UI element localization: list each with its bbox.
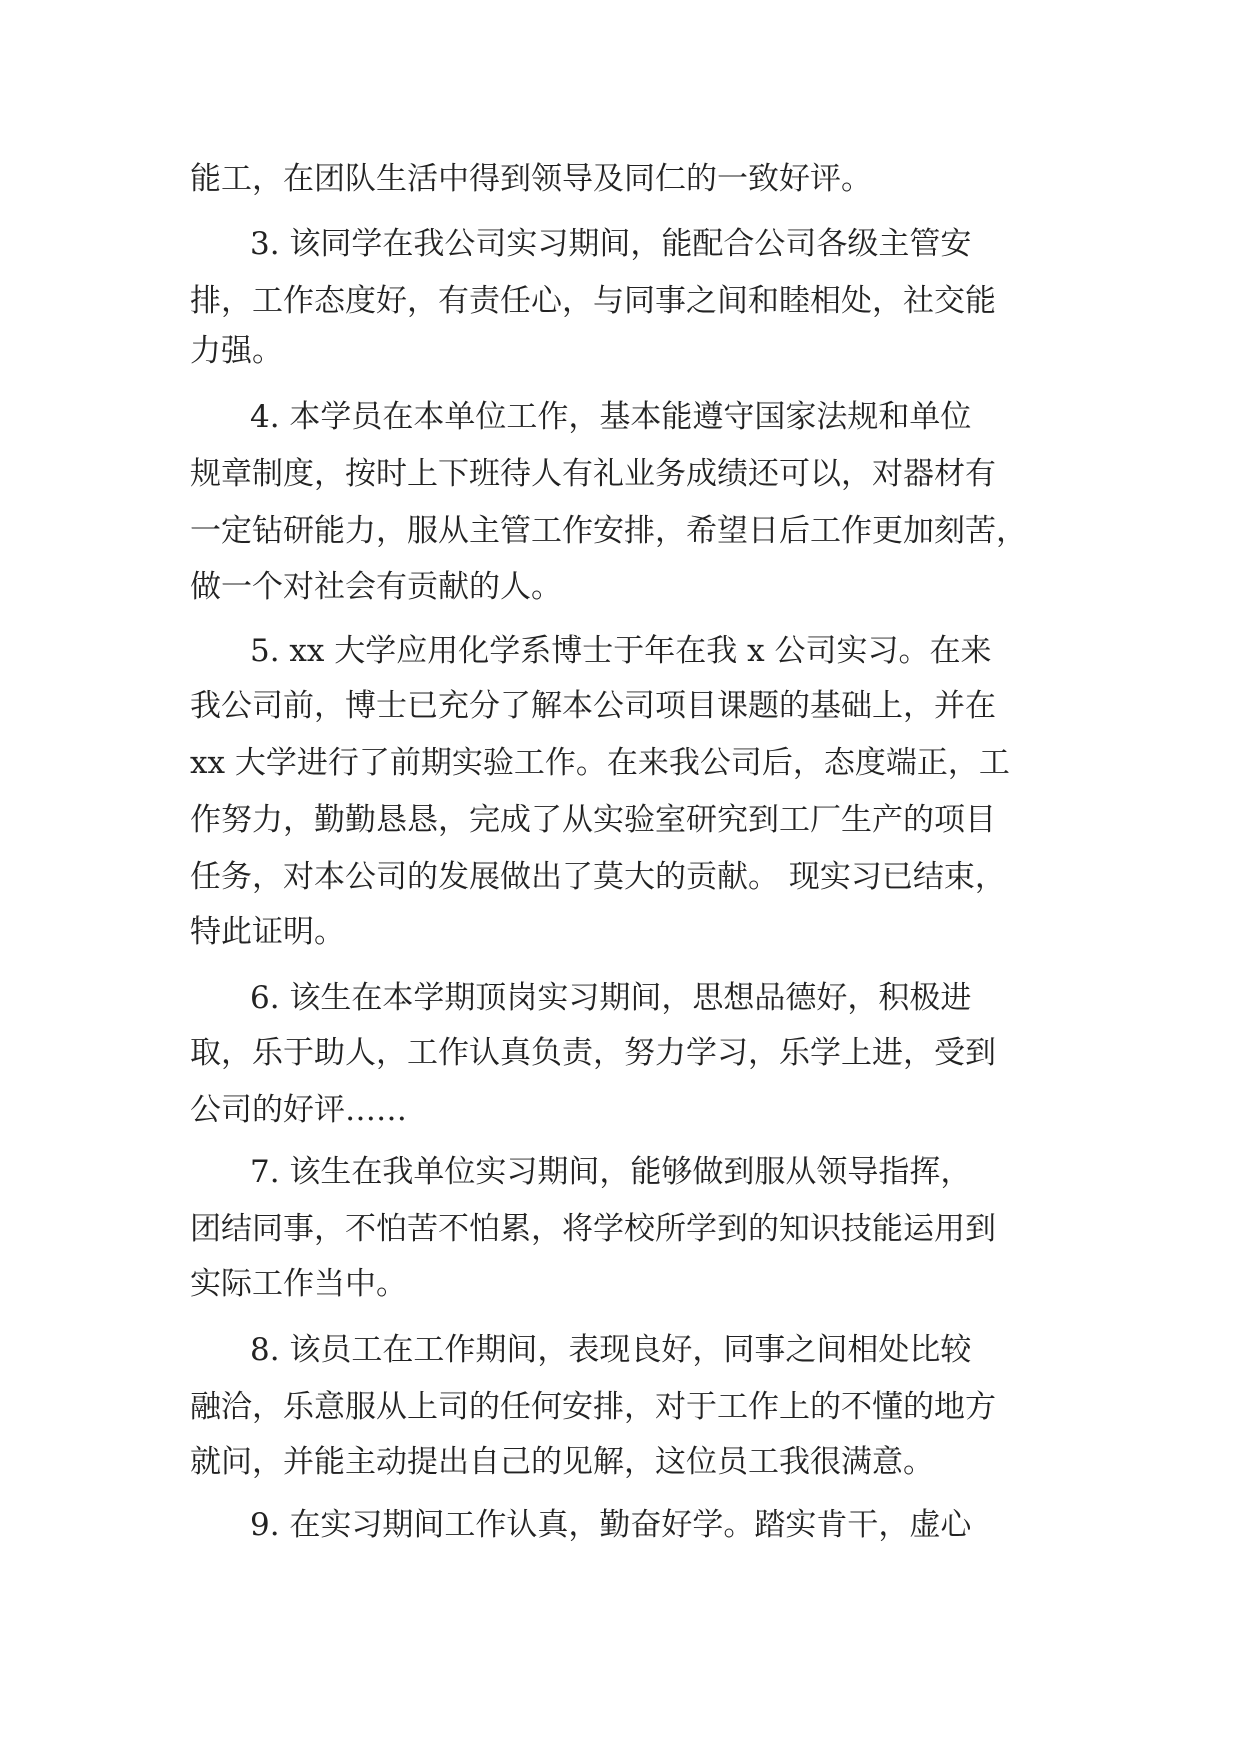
text-line: 特此证明。 (190, 914, 345, 950)
text-line: 做一个对社会有贡献的人。 (190, 569, 562, 605)
text-line: 规章制度，按时上下班待人有礼业务成绩还可以，对器材有 (190, 456, 996, 492)
text-line: 5. xx 大学应用化学系博士于年在我 x 公司实习。在来 (250, 633, 992, 669)
text-line: 团结同事，不怕苦不怕累，将学校所学到的知识技能运用到 (190, 1211, 996, 1247)
text-line: 任务，对本公司的发展做出了莫大的贡献。 现实习已结束， (190, 859, 1006, 895)
text-line: 能工，在团队生活中得到领导及同仁的一致好评。 (190, 161, 872, 197)
text-line: 取，乐于助人，工作认真负责，努力学习，乐学上进，受到 (190, 1035, 996, 1071)
text-line: 就问，并能主动提出自己的见解，这位员工我很满意。 (190, 1444, 934, 1480)
text-line: 排，工作态度好，有责任心，与同事之间和睦相处，社交能 (190, 283, 996, 319)
text-line: xx 大学进行了前期实验工作。在来我公司后，态度端正，工 (190, 745, 1010, 781)
text-line: 6. 该生在本学期顶岗实习期间，思想品德好，积极进 (250, 980, 972, 1016)
text-line: 力强。 (190, 333, 283, 369)
text-line: 7. 该生在我单位实习期间，能够做到服从领导指挥， (250, 1154, 972, 1190)
text-line: 4. 本学员在本单位工作，基本能遵守国家法规和单位 (250, 399, 972, 435)
text-line: 实际工作当中。 (190, 1266, 407, 1302)
text-line: 我公司前，博士已充分了解本公司项目课题的基础上，并在 (190, 688, 996, 724)
text-line: 3. 该同学在我公司实习期间，能配合公司各级主管安 (250, 226, 972, 262)
text-line: 公司的好评…… (190, 1092, 407, 1128)
text-line: 8. 该员工在工作期间，表现良好，同事之间相处比较 (250, 1332, 972, 1368)
text-line: 融洽，乐意服从上司的任何安排，对于工作上的不懂的地方 (190, 1389, 996, 1425)
text-line: 9. 在实习期间工作认真，勤奋好学。踏实肯干，虚心 (250, 1507, 972, 1543)
text-line: 作努力，勤勤恳恳，完成了从实验室研究到工厂生产的项目 (190, 802, 996, 838)
text-line: 一定钻研能力，服从主管工作安排，希望日后工作更加刻苦， (190, 513, 1027, 549)
